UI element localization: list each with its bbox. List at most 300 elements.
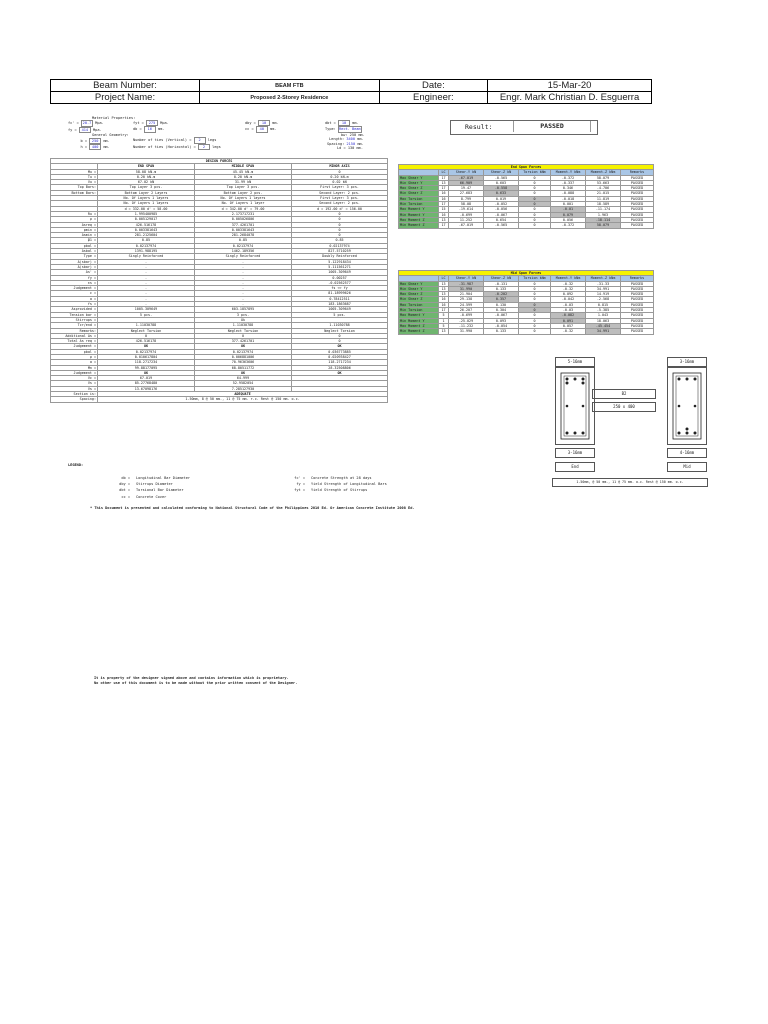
- db-unit: mm.: [158, 127, 165, 132]
- design-cell: Second Layer: 2 pcs.: [292, 201, 388, 206]
- forces-cell: -0.372: [551, 175, 586, 180]
- forces-cell: 0: [519, 217, 551, 222]
- proprietary-line-2: No other use of this document is to be made without the prior written consent of the Designer.: [94, 681, 298, 685]
- forces-cell: -0.018: [551, 196, 586, 201]
- forces-cell: -0.054: [484, 323, 519, 328]
- forces-cell: 0: [519, 318, 551, 323]
- design-cell: 1.995400985: [98, 211, 195, 216]
- end-span-body: [399, 175, 654, 228]
- b-label: b =: [80, 138, 87, 143]
- design-cell: 281.2684078: [195, 233, 292, 238]
- forces-cell: -11.232: [449, 323, 484, 328]
- design-cell: 183.1863687: [292, 302, 388, 307]
- forces-row-label: Min Moment Z: [399, 329, 439, 334]
- legend-text: Yield Strength of Longitudinal Bars: [311, 482, 387, 487]
- fc-input[interactable]: 20.7: [82, 121, 92, 126]
- legend-symbol: db =: [121, 476, 130, 480]
- design-cell: 603.1857895: [195, 307, 292, 312]
- end-bottom-bar-label: 3-16mm: [555, 448, 595, 458]
- legend-text: Yield Strength of Stirrups: [311, 488, 368, 493]
- design-cell: First Layer: 3 pcs.: [292, 185, 388, 190]
- fy-input[interactable]: 414: [79, 127, 91, 133]
- design-cell: -: [98, 275, 195, 280]
- spacing-value: 2150: [346, 141, 356, 146]
- design-cell: 5.111561271: [292, 264, 388, 269]
- forces-row-label: Max Moment Y: [399, 207, 439, 212]
- mid-section-drawing: [667, 367, 707, 445]
- design-cell: 58.08 kN-m: [98, 169, 195, 174]
- forces-cell: 0.133: [484, 286, 519, 291]
- forces-cell: 0.056: [551, 217, 586, 222]
- forces-cell: -0.056: [484, 207, 519, 212]
- forces-cell: 13: [439, 329, 449, 334]
- legend-title: LEGEND:: [68, 463, 84, 467]
- forces-row-label: Max Moment Z: [399, 323, 439, 328]
- cc-input[interactable]: 40: [256, 126, 268, 132]
- end-caption: End: [555, 462, 595, 472]
- design-cell: 81.18999626: [292, 291, 388, 296]
- design-cell: 7.285127930: [195, 386, 292, 391]
- dbt-label: dbt =: [325, 121, 336, 125]
- result-box: [450, 120, 598, 135]
- forces-cell: 26.207: [449, 308, 484, 313]
- legend-text: Torsional Bar Diameter: [136, 488, 184, 493]
- ld-label: Ld =: [337, 146, 346, 151]
- forces-cell: 29.138: [449, 297, 484, 302]
- design-cell: Top Layer 3 pcs.: [98, 185, 195, 190]
- design-cell: 0.02137974: [292, 243, 388, 248]
- design-cell: Doubly Reinforced: [292, 254, 388, 259]
- forces-row-label: Max Shear Y: [399, 281, 439, 286]
- forces-cell: PASSED: [621, 313, 654, 318]
- design-row-label: Judgement =: [51, 286, 98, 291]
- forces-cell: PASSED: [621, 318, 654, 323]
- engineer-label: Engineer:: [379, 92, 487, 104]
- design-cell: -: [98, 302, 195, 307]
- forces-cell: PASSED: [621, 297, 654, 302]
- forces-cell: 0.001: [551, 202, 586, 207]
- forces-cell: 13: [439, 292, 449, 297]
- fyt-label: fyt =: [133, 121, 144, 125]
- ties-h-input[interactable]: 2: [198, 144, 210, 150]
- legend-text: Concrete Strength at 28 days: [311, 476, 372, 480]
- design-row-label: Tension bar =: [51, 312, 98, 317]
- design-cell: 0: [292, 333, 388, 338]
- design-cell: No. Of Layers 1 layer: [195, 201, 292, 206]
- design-cell: 0.85: [195, 238, 292, 243]
- design-cell: 0.20 kN-m: [195, 174, 292, 179]
- forces-cell: 0.654: [484, 217, 519, 222]
- db-label: db =: [133, 127, 142, 132]
- design-cell: 2.173717231: [195, 211, 292, 216]
- forces-cell: 17: [439, 175, 449, 180]
- forces-cell: 0.133: [484, 329, 519, 334]
- forces-cell: PASSED: [621, 323, 654, 328]
- design-cell: 85.27768480: [98, 381, 195, 386]
- forces-cell: -25.029: [449, 318, 484, 323]
- forces-cell: 17: [439, 223, 449, 228]
- forces-cell: -67.019: [449, 223, 484, 228]
- design-cell: OK: [292, 370, 388, 375]
- legend-text: Longitudinal Bar Diameter: [136, 476, 191, 480]
- design-cell: -: [98, 264, 195, 269]
- design-cell: d = 192.00 d' = 156.00: [292, 206, 388, 211]
- forces-cell: -67.019: [449, 175, 484, 180]
- fc-unit: Mpa.: [95, 121, 104, 126]
- cc-label: cc =: [245, 127, 254, 132]
- forces-cell: 0.130: [484, 302, 519, 307]
- forces-cell: PASSED: [621, 217, 654, 222]
- mid-top-bar-label: 3-16mm: [667, 357, 707, 367]
- forces-cell: 0: [519, 223, 551, 228]
- forces-row-label: Min Shear Z: [399, 297, 439, 302]
- design-cell: 52.9582054: [195, 381, 292, 386]
- dby-label: dby =: [245, 121, 256, 125]
- forces-cell: 0: [519, 180, 551, 185]
- design-row-label: a =: [51, 360, 98, 365]
- design-row-label: Asprovided =: [51, 307, 98, 312]
- ties-v-label: Number of ties (Vertical) =: [133, 138, 192, 143]
- forces-cell: 0: [519, 297, 551, 302]
- mid-span-body: [399, 281, 654, 334]
- forces-cell: 24.599: [449, 302, 484, 307]
- forces-cell: PASSED: [621, 207, 654, 212]
- design-cell: 0.20 kN-m: [292, 174, 388, 179]
- design-row-label: pbal =: [51, 349, 98, 354]
- legend-symbol: dby =: [119, 482, 130, 487]
- forces-row: [399, 223, 654, 228]
- design-cell: Top Layer 3 pcs.: [195, 185, 292, 190]
- design-row-label: εs =: [51, 280, 98, 285]
- design-row-label: Judgement =: [51, 370, 98, 375]
- design-cell: 0.02137974: [98, 243, 195, 248]
- design-cell: 426.516178: [98, 339, 195, 344]
- bw-value: 250: [349, 132, 357, 137]
- forces-cell: PASSED: [621, 180, 654, 185]
- design-cell: 0: [292, 227, 388, 232]
- forces-col-header: Moment-Y kNm: [551, 170, 586, 175]
- design-cell: No. Of Layers 1 layers: [98, 201, 195, 206]
- design-cell: 0.02137974: [195, 243, 292, 248]
- forces-cell: 0: [519, 196, 551, 201]
- design-cell: 0.85: [292, 238, 388, 243]
- forces-cell: 58.079: [586, 223, 621, 228]
- forces-cell: 58.079: [586, 175, 621, 180]
- material-col4: [325, 120, 365, 150]
- fyt-input[interactable]: 275: [146, 120, 158, 126]
- design-cell: 1005.309649: [292, 270, 388, 275]
- design-cell: 0.02137974: [195, 349, 292, 354]
- forces-cell: 21.904: [449, 292, 484, 297]
- beam-number-value: BEAM FTB: [200, 80, 380, 92]
- legend-col-1: [108, 475, 190, 500]
- forces-cell: 0: [519, 286, 551, 291]
- forces-row-label: Min Moment Y: [399, 318, 439, 323]
- design-cell: 1.11030788: [98, 323, 195, 328]
- forces-cell: 0: [519, 323, 551, 328]
- forces-cell: PASSED: [621, 186, 654, 191]
- forces-cell: -0.082: [551, 313, 586, 318]
- mid-bottom-bars: [678, 428, 697, 435]
- design-cell: 0.003381643: [195, 227, 292, 232]
- design-cell: 1005.309649: [98, 307, 195, 312]
- forces-cell: -0.565: [484, 223, 519, 228]
- material-col3: [245, 120, 279, 133]
- design-cell: -: [98, 286, 195, 291]
- dbt-input[interactable]: 10: [338, 120, 350, 126]
- forces-cell: 5: [439, 313, 449, 318]
- design-row-span-cell: ADEQUATE: [98, 392, 388, 397]
- forces-row-label: Min Shear Y: [399, 286, 439, 291]
- forces-cell: PASSED: [621, 175, 654, 180]
- col-end-span: END SPAN: [98, 164, 195, 169]
- forces-cell: PASSED: [621, 281, 654, 286]
- end-section-svg: [556, 368, 594, 444]
- design-cell: 64.999: [195, 376, 292, 381]
- forces-cell: 34.991: [586, 286, 621, 291]
- design-cell: 0: [292, 222, 388, 227]
- fy-unit: Mpa.: [93, 127, 102, 132]
- material-properties-block: [68, 116, 135, 150]
- forces-col-header: Moment-Z kNm: [586, 170, 621, 175]
- design-row-label: Stirrups =: [51, 317, 98, 322]
- design-cell: 0.00257: [292, 275, 388, 280]
- design-cell: 68.80511772: [195, 365, 292, 370]
- code-note: * This Document is presented and calculated conforming to National Structural Code of the Philippines 2010 Ed. Or American Concrete Institute 2008 Ed.: [90, 506, 415, 510]
- forces-row-label: Min Torsion: [399, 308, 439, 313]
- design-cell: OK: [195, 370, 292, 375]
- h-label: h =: [80, 145, 87, 150]
- design-cell: fs <> fy: [292, 286, 388, 291]
- forces-cell: -0.131: [484, 281, 519, 286]
- design-row-label: β1 =: [51, 238, 98, 243]
- end-stirrup-outline: [561, 373, 589, 439]
- spacing-label: Spacing:: [327, 141, 345, 146]
- mid-span-title: Mid Span Forces: [399, 271, 654, 276]
- fyt-unit: Mpa.: [160, 121, 169, 125]
- forces-cell: 0.019: [484, 196, 519, 201]
- design-cell: 5.122918434: [292, 259, 388, 264]
- forces-cell: 13: [439, 217, 449, 222]
- mid-bottom-bar-label: 4-16mm: [667, 448, 707, 458]
- forces-cell: -0.699: [449, 212, 484, 217]
- legend-symbol: cc =: [121, 494, 130, 499]
- design-row: [51, 397, 388, 402]
- design-cell: 0.02137974: [98, 349, 195, 354]
- forces-cell: -0.32: [551, 281, 586, 286]
- legend-col-2: [283, 475, 387, 494]
- forces-cell: 16: [439, 297, 449, 302]
- ld-value: 130: [347, 146, 355, 151]
- forces-cell: 31.990: [449, 329, 484, 334]
- dby-input[interactable]: 10: [258, 120, 270, 126]
- spacing-unit: mm.: [357, 141, 364, 146]
- date-value: 15-Mar-20: [488, 80, 652, 92]
- type-label: Type:: [325, 127, 336, 132]
- geometry-title: General Geometry:: [92, 133, 129, 138]
- design-row-label: Total As req =: [51, 339, 98, 344]
- end-span-forces-table: [398, 164, 654, 229]
- design-row-label: Section is:: [51, 392, 98, 397]
- forces-col-header: Moment-Z kNm: [586, 276, 621, 281]
- design-cell: OK: [195, 344, 292, 349]
- design-cell: 0.036773885: [292, 349, 388, 354]
- bw-label: bw:: [341, 132, 348, 137]
- forces-cell: 8.799: [449, 196, 484, 201]
- design-cell: 99.88177095: [98, 365, 195, 370]
- forces-cell: 0.304: [484, 308, 519, 313]
- forces-cell: PASSED: [621, 329, 654, 334]
- forces-cell: 27.683: [449, 191, 484, 196]
- design-cell: Singly Reinforced: [195, 254, 292, 259]
- db-input[interactable]: 16: [144, 126, 156, 132]
- design-cell: Bottom Layer 2 pcs.: [195, 190, 292, 195]
- type-select[interactable]: Rect. Beam: [339, 127, 361, 132]
- forces-cell: 0: [519, 212, 551, 217]
- stirrup-note: 1-50mm, @ 50 mm., 11 @ 75 mm. o.c. Rest @ 150 mm. o.c.: [552, 478, 708, 487]
- forces-cell: 16: [439, 196, 449, 201]
- design-cell: 45.45 kN-m: [195, 169, 292, 174]
- design-row-label: Asbal =: [51, 249, 98, 254]
- design-cell: 0.20 kN-m: [98, 174, 195, 179]
- forces-col-header: Shear-Y kN: [449, 170, 484, 175]
- design-row-label: Asmin =: [51, 233, 98, 238]
- design-cell: 0.85: [98, 238, 195, 243]
- date-label: Date:: [379, 80, 487, 92]
- design-row-label: Vs =: [51, 386, 98, 391]
- forces-row-label: Max Torsion: [399, 196, 439, 201]
- forces-cell: 14.919: [586, 292, 621, 297]
- forces-cell: PASSED: [621, 212, 654, 217]
- design-cell: -: [195, 275, 292, 280]
- forces-cell: 5: [439, 323, 449, 328]
- forces-cell: 1.963: [586, 212, 621, 217]
- material-title: Material Properties:: [92, 116, 136, 120]
- end-top-bars: [566, 378, 585, 385]
- design-cell: 0: [292, 233, 388, 238]
- length-unit: mm.: [357, 137, 364, 142]
- design-cell: 0: [98, 333, 195, 338]
- forces-cell: -0.699: [449, 313, 484, 318]
- design-row-label: a =: [51, 296, 98, 301]
- design-cell: 426.516178: [98, 222, 195, 227]
- design-row-label: Top Bars:: [51, 185, 98, 190]
- end-span-title: End Span Forces: [399, 165, 654, 170]
- design-cell: Bottom Layer 2 Layers: [98, 190, 195, 195]
- forces-cell: 0.092: [551, 292, 586, 297]
- design-forces-title: DESIGN FORCES: [51, 159, 388, 164]
- design-forces-body: [51, 169, 388, 402]
- col-middle-span: MIDDLE SPAN: [195, 164, 292, 169]
- forces-cell: -0.03: [551, 308, 586, 313]
- end-side-bars: [566, 405, 585, 408]
- design-row-label: Ru =: [51, 211, 98, 216]
- forces-col-header: Torsion kNm: [519, 170, 551, 175]
- forces-col-header: Remarks: [621, 276, 654, 281]
- design-cell: -: [195, 302, 292, 307]
- forces-cell: PASSED: [621, 202, 654, 207]
- forces-cell: -0.337: [551, 180, 586, 185]
- beam-mark: B2: [592, 389, 656, 399]
- legend-symbol: dbt =: [119, 488, 130, 493]
- forces-cell: 16: [439, 191, 449, 196]
- design-cell: 13.67098176: [98, 386, 195, 391]
- legend-symbol: fy =: [296, 482, 305, 487]
- design-row-label: Tcr/end =: [51, 323, 98, 328]
- fy-label: fy =: [68, 127, 77, 132]
- design-cell: 0: [292, 211, 388, 216]
- forces-row-label: Max Shear Z: [399, 186, 439, 191]
- forces-cell: -11.174: [586, 207, 621, 212]
- forces-col-header: LC: [439, 276, 449, 281]
- forces-cell: -0.32: [551, 329, 586, 334]
- dbt-unit: mm.: [352, 121, 359, 125]
- design-cell: -: [98, 280, 195, 285]
- design-cell: OK: [98, 370, 195, 375]
- forces-cell: 0: [519, 308, 551, 313]
- design-cell: 118.2717234: [292, 360, 388, 365]
- forces-cell: -31.33: [586, 281, 621, 286]
- forces-cell: 34.991: [586, 329, 621, 334]
- design-cell: Neglect Torsion: [195, 328, 292, 333]
- forces-cell: 16: [439, 302, 449, 307]
- design-cell: -: [195, 259, 292, 264]
- design-cell: Neglect Torsion: [292, 328, 388, 333]
- design-row-label: pbal =: [51, 243, 98, 248]
- design-cell: 31.99 kN: [195, 180, 292, 185]
- design-row-label: Tu =: [51, 174, 98, 179]
- forces-cell: PASSED: [621, 292, 654, 297]
- b-unit: mm.: [103, 138, 110, 143]
- forces-cell: -0.042: [551, 297, 586, 302]
- design-cell: -: [98, 296, 195, 301]
- design-cell: -: [195, 270, 292, 275]
- forces-row-label: Min Moment Z: [399, 223, 439, 228]
- fc-label: fc' =: [68, 121, 79, 126]
- forces-cell: 66.909: [449, 180, 484, 185]
- design-row-label: Asreq =: [51, 222, 98, 227]
- design-cell: Ok: [195, 317, 292, 322]
- forces-col-header: Shear-Y kN: [449, 276, 484, 281]
- ties-v-input[interactable]: 2: [194, 137, 206, 143]
- forces-cell: 11.252: [449, 217, 484, 222]
- forces-cell: PASSED: [621, 223, 654, 228]
- forces-cell: 0: [519, 207, 551, 212]
- forces-cell: 0: [519, 202, 551, 207]
- design-row-label: ρ =: [51, 354, 98, 359]
- forces-cell: 0: [519, 186, 551, 191]
- end-top-bar-label: 5-16mm: [555, 357, 595, 367]
- forces-cell: 1.043: [586, 313, 621, 318]
- b-input[interactable]: 250: [89, 138, 101, 144]
- design-cell: OK: [292, 344, 388, 349]
- forces-cell: -0.052: [484, 202, 519, 207]
- forces-cell: -0.067: [484, 313, 519, 318]
- project-name-value: Proposed 2-Storey Residence: [200, 92, 380, 104]
- engineer-value: Engr. Mark Christian D. Esguerra: [488, 92, 652, 104]
- design-cell: 3 pcs.: [195, 312, 292, 317]
- forces-cell: -0.202: [484, 292, 519, 297]
- design-row-label: Type =: [51, 254, 98, 259]
- h-unit: mm.: [103, 145, 110, 150]
- forces-cell: 0.346: [551, 186, 586, 191]
- mid-side-bars: [678, 405, 697, 408]
- forces-cell: 0.603: [484, 180, 519, 185]
- h-input[interactable]: 400: [89, 144, 101, 150]
- forces-cell: -0.372: [551, 223, 586, 228]
- forces-cell: 31.990: [449, 286, 484, 291]
- forces-cell: -5.385: [586, 308, 621, 313]
